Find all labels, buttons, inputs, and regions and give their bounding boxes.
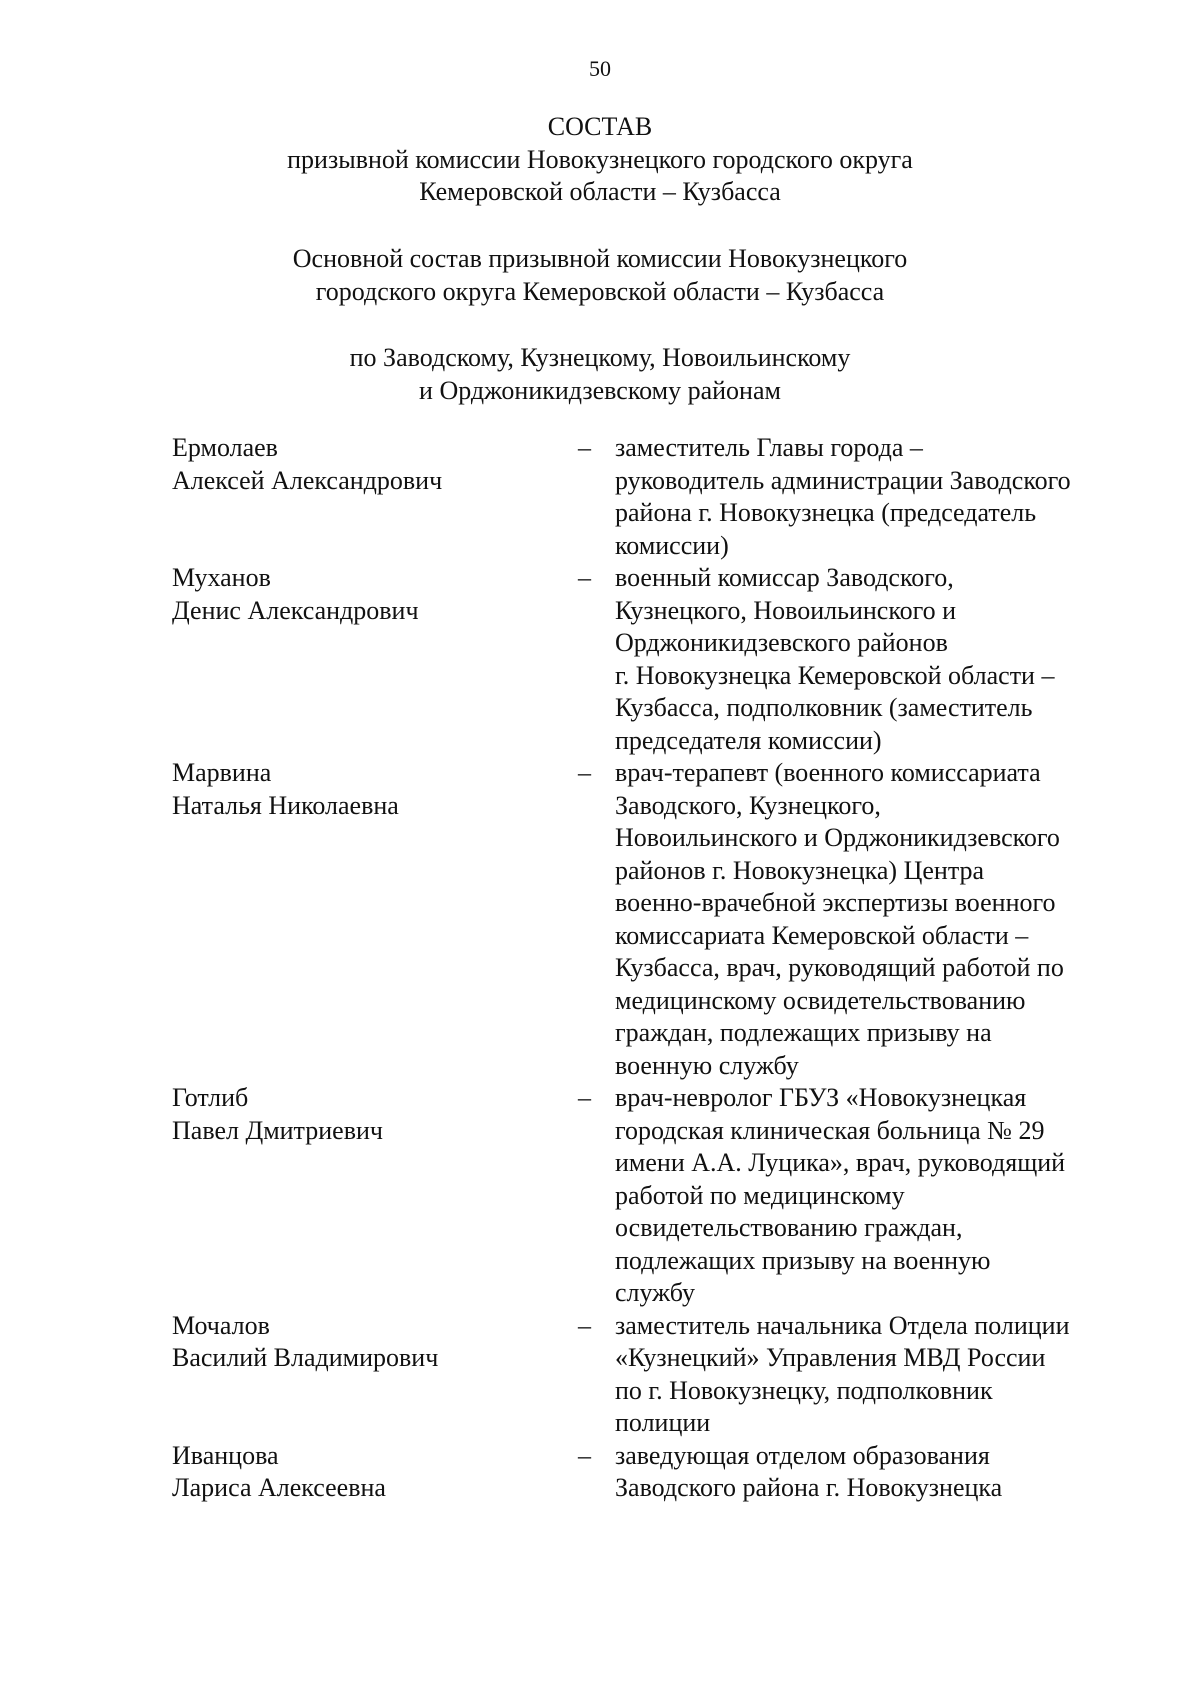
title-line: Кемеровской области – Кузбасса	[419, 177, 781, 206]
member-entry	[0, 757, 1200, 1082]
page-number: 50	[589, 56, 611, 81]
dash-separator: –	[578, 563, 591, 592]
dash-separator: –	[578, 1440, 591, 1470]
district-heading	[0, 342, 1200, 407]
member-given-names: Алексей Александрович	[172, 465, 443, 495]
role-line: Кузбасса, подполковник (заместитель	[615, 693, 1033, 722]
role-line: председателя комиссии)	[615, 725, 882, 755]
member-name	[172, 562, 552, 627]
member-role	[615, 1310, 1115, 1440]
role-line: руководитель администрации Заводского	[615, 465, 1071, 495]
dash-separator: –	[578, 1310, 591, 1340]
role-line: района г. Новокузнецка (председатель	[615, 498, 1037, 527]
role-line: граждан, подлежащих призыву на	[615, 1018, 992, 1047]
role-line: военную службу	[615, 1050, 799, 1080]
member-given-names: Денис Александрович	[172, 595, 419, 625]
section-subtitle	[0, 243, 1200, 308]
member-role	[615, 1082, 1115, 1310]
subtitle-line: городского округа Кемеровской области – Кузбасса	[315, 276, 885, 306]
role-line: комиссариата Кемеровской области –	[615, 920, 1029, 950]
member-entry	[0, 1310, 1200, 1440]
member-name	[172, 432, 552, 497]
role-line: Орджоникидзевского районов	[615, 628, 948, 657]
document-title	[0, 111, 1200, 209]
member-given-names: Наталья Николаевна	[172, 790, 399, 820]
role-line: заместитель Главы города –	[615, 433, 923, 462]
district-line: по Заводскому, Кузнецкому, Новоильинскому	[349, 343, 851, 372]
member-role	[615, 432, 1115, 562]
role-line: заместитель начальника Отдела полиции	[615, 1310, 1070, 1340]
role-line: военно-врачебной экспертизы военного	[615, 888, 1056, 917]
member-surname: Ермолаев	[172, 433, 278, 462]
role-line: подлежащих призыву на военную	[615, 1245, 991, 1275]
role-line: заведующая отделом образования	[615, 1440, 990, 1470]
member-given-names: Лариса Алексеевна	[172, 1473, 386, 1502]
role-line: по г. Новокузнецку, подполковник	[615, 1375, 993, 1405]
member-given-names: Василий Владимирович	[172, 1343, 439, 1372]
member-role	[615, 1440, 1115, 1505]
role-line: работой по медицинскому	[615, 1180, 905, 1210]
role-line: районов г. Новокузнецка) Центра	[615, 855, 985, 885]
role-line: Заводского, Кузнецкого,	[615, 790, 881, 820]
member-entry	[0, 432, 1200, 562]
member-given-names: Павел Дмитриевич	[172, 1115, 383, 1145]
dash-separator: –	[578, 1083, 591, 1112]
role-line: комиссии)	[615, 530, 729, 560]
member-entry	[0, 562, 1200, 757]
member-list	[0, 432, 1200, 1505]
role-line: врач-терапевт (военного комиссариата	[615, 758, 1041, 787]
role-line: освидетельствованию граждан,	[615, 1213, 963, 1242]
role-line: городская клиническая больница № 29	[615, 1115, 1045, 1145]
member-name	[172, 1440, 552, 1505]
dash-separator: –	[578, 433, 591, 462]
role-line: Кузбасса, врач, руководящий работой по	[615, 953, 1064, 982]
role-line: службу	[615, 1278, 696, 1307]
member-name	[172, 757, 552, 822]
role-line: Кузнецкого, Новоильинского и	[615, 595, 957, 625]
member-surname: Мочалов	[172, 1310, 270, 1340]
role-line: г. Новокузнецка Кемеровской области –	[615, 660, 1055, 690]
role-line: медицинскому освидетельствованию	[615, 985, 1026, 1015]
role-line: имени А.А. Луцика», врач, руководящий	[615, 1148, 1066, 1177]
role-line: полиции	[615, 1408, 711, 1437]
dash-separator: –	[578, 758, 591, 787]
member-entry	[0, 1082, 1200, 1310]
member-surname: Готлиб	[172, 1083, 249, 1112]
member-entry	[0, 1440, 1200, 1505]
member-surname: Марвина	[172, 758, 272, 787]
role-line: военный комиссар Заводского,	[615, 563, 954, 592]
member-name	[172, 1310, 552, 1375]
member-surname: Муханов	[172, 563, 271, 592]
role-line: Новоильинского и Орджоникидзевского	[615, 823, 1060, 852]
subtitle-line: Основной состав призывной комиссии Новокузнецкого	[292, 244, 908, 273]
district-line: и Орджоникидзевскому районам	[419, 375, 781, 405]
role-line: врач-невролог ГБУЗ «Новокузнецкая	[615, 1083, 1027, 1112]
member-role	[615, 757, 1115, 1082]
role-line: «Кузнецкий» Управления МВД России	[615, 1343, 1046, 1372]
member-name	[172, 1082, 552, 1147]
title-heading: СОСТАВ	[547, 112, 653, 141]
member-role	[615, 562, 1115, 757]
role-line: Заводского района г. Новокузнецка	[615, 1473, 1003, 1502]
title-line: призывной комиссии Новокузнецкого городского округа	[287, 144, 913, 174]
member-surname: Иванцова	[172, 1440, 279, 1470]
